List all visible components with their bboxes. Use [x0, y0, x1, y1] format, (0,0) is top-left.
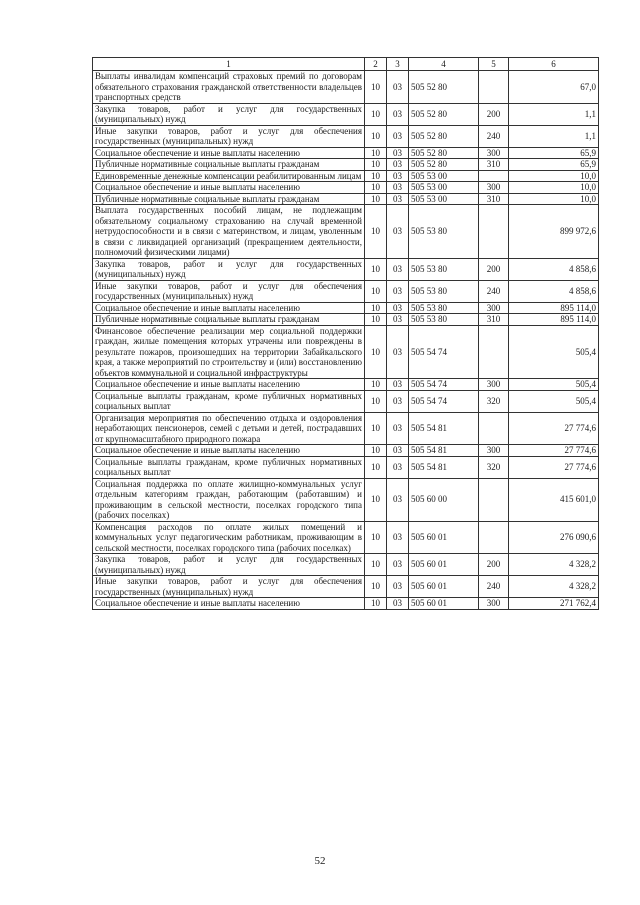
row-section-code: 10: [365, 205, 387, 259]
table-header: [93, 58, 599, 71]
document-page: [92, 57, 598, 610]
row-name: Социальное обеспечение и иные выплаты населению: [93, 147, 365, 159]
row-subsection-code: 03: [387, 205, 409, 259]
table-row: [93, 390, 599, 412]
row-section-code: 10: [365, 314, 387, 326]
row-amount: 4 858,6: [509, 280, 599, 302]
row-subsection-code: 03: [387, 445, 409, 457]
row-expense-type: 300: [479, 598, 509, 610]
row-name: Публичные нормативные социальные выплаты гражданам: [93, 159, 365, 171]
row-amount: 895 114,0: [509, 302, 599, 314]
row-target-article: 505 53 80: [409, 205, 479, 259]
row-name: Закупка товаров, работ и услуг для государственных (муниципальных) нужд: [93, 103, 365, 125]
row-target-article: 505 52 80: [409, 103, 479, 125]
row-subsection-code: 03: [387, 170, 409, 182]
row-target-article: 505 53 00: [409, 170, 479, 182]
row-subsection-code: 03: [387, 478, 409, 521]
row-expense-type: 200: [479, 554, 509, 576]
table-row: [93, 554, 599, 576]
row-amount: 415 601,0: [509, 478, 599, 521]
row-name: Иные закупки товаров, работ и услуг для обеспечения государственных (муниципальных) нужд: [93, 125, 365, 147]
row-expense-type: 300: [479, 147, 509, 159]
row-name: Финансовое обеспечение реализации мер социальной поддержки граждан, жилые помещения которых утрачены или повреждены в результате пожаров, произошедших на территории Забайкальского края, а также мероприятий по строительству и (или) восстановлению объектов коммунальной и социальной инфраструктуры: [93, 325, 365, 379]
row-target-article: 505 53 00: [409, 193, 479, 205]
row-name: Социальное обеспечение и иные выплаты населению: [93, 445, 365, 457]
row-subsection-code: 03: [387, 554, 409, 576]
row-target-article: 505 52 80: [409, 147, 479, 159]
row-section-code: 10: [365, 182, 387, 194]
row-expense-type: [479, 478, 509, 521]
table-row: [93, 103, 599, 125]
row-name: Иные закупки товаров, работ и услуг для обеспечения государственных (муниципальных) нужд: [93, 576, 365, 598]
row-expense-type: 240: [479, 125, 509, 147]
row-target-article: 505 54 74: [409, 325, 479, 379]
row-expense-type: 310: [479, 159, 509, 171]
row-name: Социальное обеспечение и иные выплаты населению: [93, 182, 365, 194]
row-name: Социальные выплаты гражданам, кроме публичных нормативных социальных выплат: [93, 456, 365, 478]
row-expense-type: 300: [479, 379, 509, 391]
table-row: [93, 521, 599, 554]
table-row: [93, 478, 599, 521]
row-subsection-code: 03: [387, 280, 409, 302]
table-row: [93, 456, 599, 478]
row-section-code: 10: [365, 390, 387, 412]
row-section-code: 10: [365, 412, 387, 445]
row-target-article: 505 52 80: [409, 159, 479, 171]
table-row: [93, 182, 599, 194]
row-name: Закупка товаров, работ и услуг для государственных (муниципальных) нужд: [93, 258, 365, 280]
row-amount: 1,1: [509, 103, 599, 125]
row-name: Социальные выплаты гражданам, кроме публичных нормативных социальных выплат: [93, 390, 365, 412]
row-target-article: 505 53 00: [409, 182, 479, 194]
row-section-code: 10: [365, 103, 387, 125]
row-name: Публичные нормативные социальные выплаты гражданам: [93, 193, 365, 205]
row-name: Выплаты инвалидам компенсаций страховых премий по договорам обязательного страхования гражданской ответственности владельцев транспортных средств: [93, 71, 365, 104]
row-amount: 1,1: [509, 125, 599, 147]
row-target-article: 505 53 80: [409, 302, 479, 314]
row-expense-type: [479, 412, 509, 445]
row-section-code: 10: [365, 193, 387, 205]
row-expense-type: [479, 71, 509, 104]
row-subsection-code: 03: [387, 314, 409, 326]
row-amount: 4 328,2: [509, 576, 599, 598]
row-section-code: 10: [365, 445, 387, 457]
row-expense-type: [479, 325, 509, 379]
row-amount: 895 114,0: [509, 314, 599, 326]
row-target-article: 505 53 80: [409, 314, 479, 326]
row-expense-type: 240: [479, 576, 509, 598]
row-amount: 65,9: [509, 147, 599, 159]
table-row: [93, 170, 599, 182]
row-amount: 899 972,6: [509, 205, 599, 259]
table-row: [93, 280, 599, 302]
table-row: [93, 258, 599, 280]
row-expense-type: 320: [479, 456, 509, 478]
row-target-article: 505 52 80: [409, 125, 479, 147]
header-name: 1: [93, 58, 365, 71]
row-expense-type: 320: [479, 390, 509, 412]
table-row: [93, 576, 599, 598]
header-expense-type: 5: [479, 58, 509, 71]
table-body: [93, 71, 599, 610]
row-target-article: 505 60 01: [409, 576, 479, 598]
row-subsection-code: 03: [387, 412, 409, 445]
row-target-article: 505 54 81: [409, 456, 479, 478]
row-subsection-code: 03: [387, 325, 409, 379]
table-row: [93, 193, 599, 205]
table-row: [93, 325, 599, 379]
row-section-code: 10: [365, 554, 387, 576]
row-expense-type: 310: [479, 314, 509, 326]
row-subsection-code: 03: [387, 193, 409, 205]
row-subsection-code: 03: [387, 71, 409, 104]
table-row: [93, 598, 599, 610]
row-name: Публичные нормативные социальные выплаты гражданам: [93, 314, 365, 326]
header-section: 2: [365, 58, 387, 71]
row-subsection-code: 03: [387, 103, 409, 125]
row-target-article: 505 60 01: [409, 521, 479, 554]
row-expense-type: 240: [479, 280, 509, 302]
row-name: Закупка товаров, работ и услуг для государственных (муниципальных) нужд: [93, 554, 365, 576]
row-section-code: 10: [365, 159, 387, 171]
row-target-article: 505 53 80: [409, 280, 479, 302]
row-section-code: 10: [365, 379, 387, 391]
row-amount: 10,0: [509, 170, 599, 182]
row-subsection-code: 03: [387, 182, 409, 194]
row-expense-type: 300: [479, 182, 509, 194]
table-row: [93, 125, 599, 147]
row-section-code: 10: [365, 302, 387, 314]
row-amount: 4 858,6: [509, 258, 599, 280]
row-subsection-code: 03: [387, 576, 409, 598]
row-name: Социальное обеспечение и иные выплаты населению: [93, 379, 365, 391]
row-target-article: 505 60 01: [409, 598, 479, 610]
header-target-article: 4: [409, 58, 479, 71]
row-section-code: 10: [365, 521, 387, 554]
row-amount: 27 774,6: [509, 456, 599, 478]
row-target-article: 505 54 81: [409, 445, 479, 457]
row-section-code: 10: [365, 125, 387, 147]
row-amount: 27 774,6: [509, 412, 599, 445]
table-row: [93, 412, 599, 445]
row-target-article: 505 60 00: [409, 478, 479, 521]
table-row: [93, 445, 599, 457]
row-subsection-code: 03: [387, 302, 409, 314]
row-section-code: 10: [365, 456, 387, 478]
row-expense-type: [479, 205, 509, 259]
row-amount: 65,9: [509, 159, 599, 171]
row-amount: 4 328,2: [509, 554, 599, 576]
row-target-article: 505 54 74: [409, 390, 479, 412]
row-name: Компенсация расходов по оплате жилых помещений и коммунальных услуг педагогическим работникам, проживающим в сельской местности, поселках городского типа (рабочих поселках): [93, 521, 365, 554]
row-expense-type: [479, 170, 509, 182]
row-expense-type: [479, 521, 509, 554]
row-amount: 10,0: [509, 182, 599, 194]
row-subsection-code: 03: [387, 379, 409, 391]
row-subsection-code: 03: [387, 521, 409, 554]
row-section-code: 10: [365, 170, 387, 182]
row-subsection-code: 03: [387, 125, 409, 147]
row-expense-type: 300: [479, 445, 509, 457]
header-amount: 6: [509, 58, 599, 71]
row-subsection-code: 03: [387, 159, 409, 171]
row-target-article: 505 54 81: [409, 412, 479, 445]
row-section-code: 10: [365, 280, 387, 302]
row-target-article: 505 53 80: [409, 258, 479, 280]
row-amount: 505,4: [509, 379, 599, 391]
row-name: Единовременные денежные компенсации реабилитированным лицам: [93, 170, 365, 182]
row-subsection-code: 03: [387, 598, 409, 610]
row-name: Организация мероприятия по обеспечению отдыха и оздоровления неработающих пенсионеров, семей с детьми и детей, пострадавших от крупномасштабного природного пожара: [93, 412, 365, 445]
row-amount: 10,0: [509, 193, 599, 205]
row-name: Социальная поддержка по оплате жилищно-коммунальных услуг отдельным категориям граждан, работающим (работавшим) и проживающим в сельской местности, поселках городского типа (рабочих поселках): [93, 478, 365, 521]
row-section-code: 10: [365, 576, 387, 598]
row-expense-type: 300: [479, 302, 509, 314]
row-name: Выплата государственных пособий лицам, не подлежащим обязательному социальному страхованию на случай временной нетрудоспособности и в связи с материнством, и лицам, уволенным в связи с ликвидацией организаций (прекращением деятельности, полномочий физическими лицами): [93, 205, 365, 259]
table-row: [93, 147, 599, 159]
row-name: Социальное обеспечение и иные выплаты населению: [93, 302, 365, 314]
row-amount: 67,0: [509, 71, 599, 104]
row-target-article: 505 60 01: [409, 554, 479, 576]
table-row: [93, 314, 599, 326]
header-row: [93, 58, 599, 71]
row-target-article: 505 52 80: [409, 71, 479, 104]
row-subsection-code: 03: [387, 456, 409, 478]
row-section-code: 10: [365, 258, 387, 280]
row-amount: 505,4: [509, 325, 599, 379]
row-section-code: 10: [365, 598, 387, 610]
row-amount: 271 762,4: [509, 598, 599, 610]
table-row: [93, 379, 599, 391]
row-section-code: 10: [365, 147, 387, 159]
table-row: [93, 71, 599, 104]
row-expense-type: 310: [479, 193, 509, 205]
row-section-code: 10: [365, 325, 387, 379]
header-subsection: 3: [387, 58, 409, 71]
row-expense-type: 200: [479, 103, 509, 125]
table-row: [93, 159, 599, 171]
row-section-code: 10: [365, 478, 387, 521]
page-number: 52: [314, 855, 326, 867]
row-name: Иные закупки товаров, работ и услуг для обеспечения государственных (муниципальных) нужд: [93, 280, 365, 302]
row-subsection-code: 03: [387, 147, 409, 159]
row-subsection-code: 03: [387, 390, 409, 412]
budget-table: [92, 57, 599, 610]
row-name: Социальное обеспечение и иные выплаты населению: [93, 598, 365, 610]
row-subsection-code: 03: [387, 258, 409, 280]
row-target-article: 505 54 74: [409, 379, 479, 391]
row-section-code: 10: [365, 71, 387, 104]
row-amount: 276 090,6: [509, 521, 599, 554]
row-amount: 505,4: [509, 390, 599, 412]
table-row: [93, 205, 599, 259]
row-amount: 27 774,6: [509, 445, 599, 457]
table-row: [93, 302, 599, 314]
row-expense-type: 200: [479, 258, 509, 280]
